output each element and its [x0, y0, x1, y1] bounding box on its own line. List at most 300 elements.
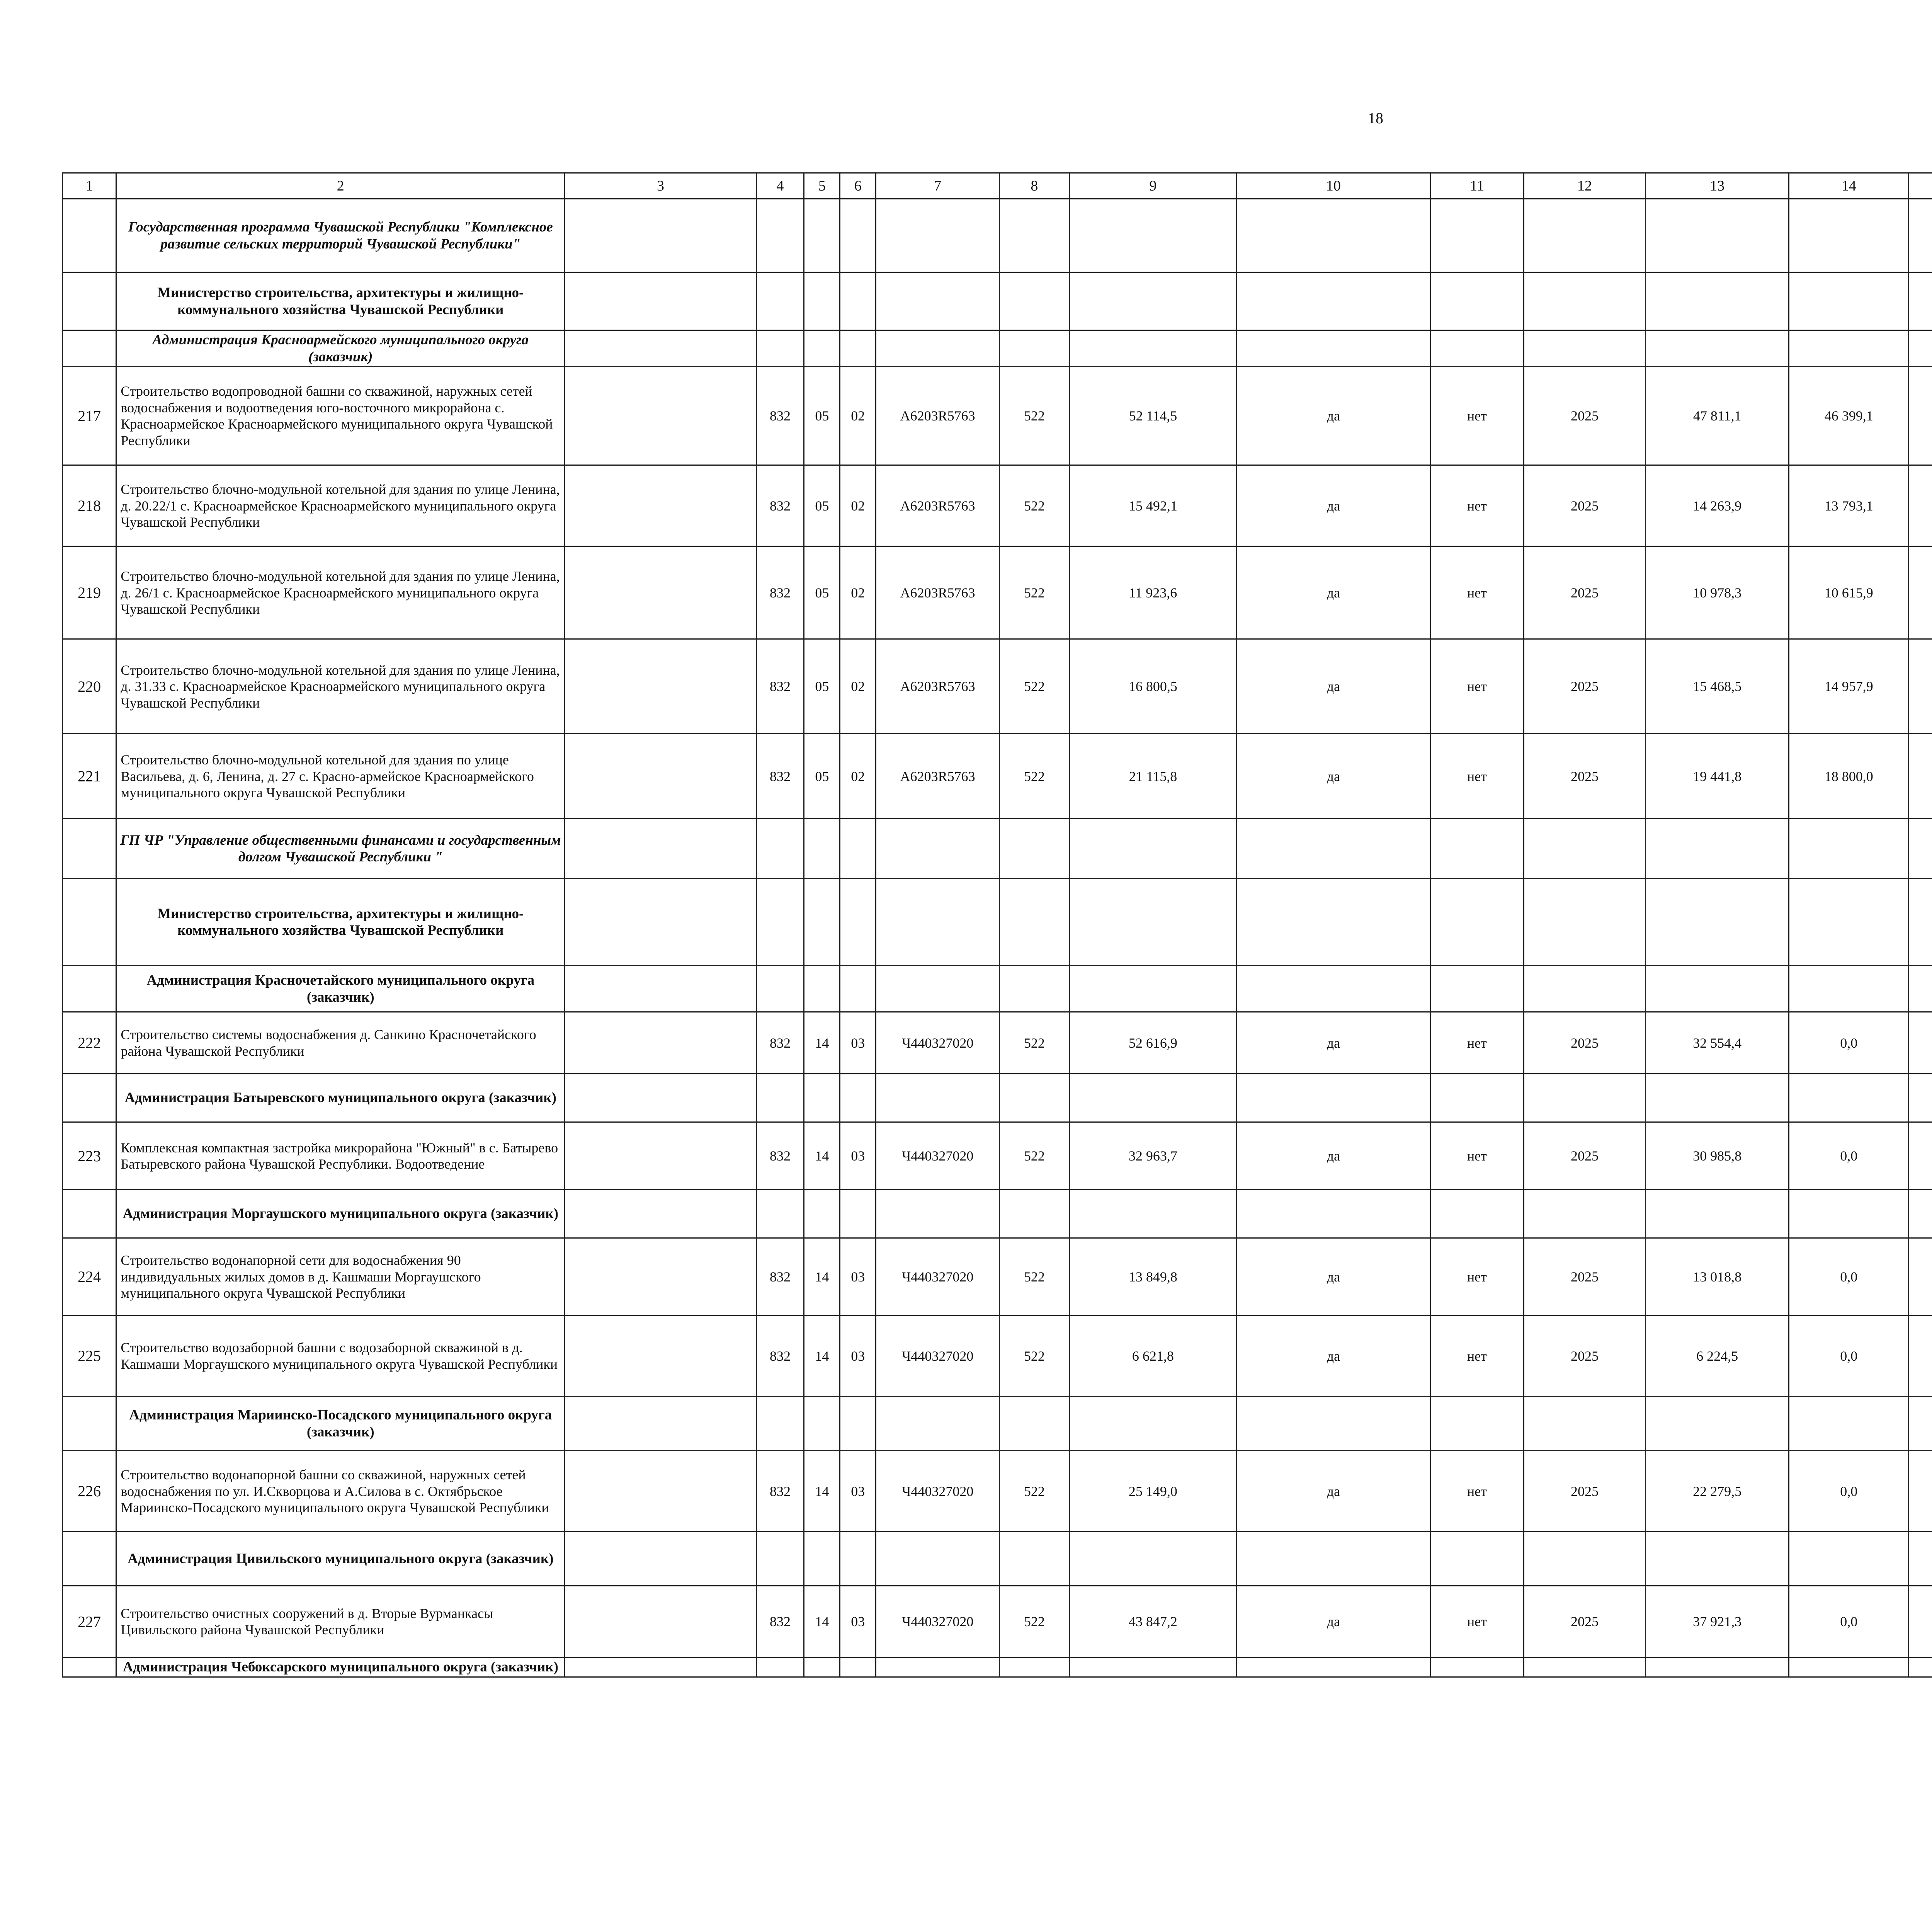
cell-col-8: 522	[1000, 1012, 1070, 1074]
cell-col-14: 18 800,0	[1789, 734, 1909, 819]
table-row	[63, 546, 1932, 639]
empty-cell	[756, 1532, 804, 1586]
cell-col-5: 14	[804, 1122, 840, 1190]
empty-cell	[63, 879, 116, 966]
empty-cell	[1789, 272, 1909, 330]
cell-col-14: 14 957,9	[1789, 639, 1909, 734]
empty-cell	[1645, 199, 1789, 272]
row-number: 226	[63, 1451, 116, 1532]
cell-col-9: 11 923,6	[1069, 546, 1236, 639]
cell-col-11: нет	[1430, 1586, 1524, 1657]
empty-cell	[1645, 966, 1789, 1012]
empty-cell	[756, 1657, 804, 1677]
section-header-row	[63, 1397, 1932, 1451]
cell-col-4: 832	[756, 1012, 804, 1074]
empty-cell	[565, 272, 756, 330]
cell-col-6: 02	[840, 546, 876, 639]
section-header-row	[63, 966, 1932, 1012]
empty-cell	[840, 199, 876, 272]
section-title: Администрация Цивильского муниципального округа (заказчик)	[116, 1532, 565, 1586]
row-number: 220	[63, 639, 116, 734]
object-name: Строительство блочно-модульной котельной для здания по улице Ленина, д. 26/1 с. Красноармейское Красноармейского муниципального округа Чувашской Республики	[116, 546, 565, 639]
empty-cell	[1524, 966, 1646, 1012]
cell-col-15	[1909, 639, 1932, 734]
table-row	[63, 1315, 1932, 1397]
cell-col-12: 2025	[1524, 1451, 1646, 1532]
empty-cell	[1789, 819, 1909, 879]
cell-col-15	[1909, 1315, 1932, 1397]
empty-cell	[565, 879, 756, 966]
empty-cell	[1524, 1074, 1646, 1122]
row-number: 221	[63, 734, 116, 819]
empty-cell	[756, 330, 804, 367]
cell-col-10: да	[1237, 1122, 1430, 1190]
empty-cell	[1000, 1074, 1070, 1122]
empty-cell	[1645, 272, 1789, 330]
empty-cell	[804, 1074, 840, 1122]
empty-cell	[565, 1074, 756, 1122]
column-header-11: 11	[1430, 173, 1524, 199]
cell-col-6: 02	[840, 734, 876, 819]
cell-col-9: 6 621,8	[1069, 1315, 1236, 1397]
empty-cell	[840, 879, 876, 966]
empty-cell	[804, 199, 840, 272]
column-header-10: 10	[1237, 173, 1430, 199]
empty-cell	[565, 1451, 756, 1532]
empty-cell	[1430, 1657, 1524, 1677]
column-header-3: 3	[565, 173, 756, 199]
empty-cell	[1430, 819, 1524, 879]
cell-col-10: да	[1237, 1012, 1430, 1074]
empty-cell	[840, 1074, 876, 1122]
empty-cell	[1645, 1657, 1789, 1677]
empty-cell	[1069, 966, 1236, 1012]
cell-col-15	[1909, 1012, 1932, 1074]
empty-cell	[565, 1238, 756, 1315]
cell-col-11: нет	[1430, 367, 1524, 465]
empty-cell	[1789, 330, 1909, 367]
empty-cell	[565, 1122, 756, 1190]
cell-col-11: нет	[1430, 639, 1524, 734]
empty-cell	[63, 966, 116, 1012]
empty-cell	[565, 1586, 756, 1657]
cell-col-15	[1909, 546, 1932, 639]
section-title: Администрация Красноармейского муниципального округа (заказчик)	[116, 330, 565, 367]
table-row	[63, 1238, 1932, 1315]
cell-col-5: 05	[804, 546, 840, 639]
empty-cell	[1237, 819, 1430, 879]
empty-cell	[876, 272, 1000, 330]
cell-col-8: 522	[1000, 465, 1070, 546]
object-name: Строительство водонапорной башни со скважиной, наружных сетей водоснабжения по ул. И.Скворцова и А.Силова в с. Октябрьское Мариинско-Посадского муниципального округа Чувашской Республики	[116, 1451, 565, 1532]
empty-cell	[1069, 1190, 1236, 1238]
cell-col-15	[1909, 1451, 1932, 1532]
cell-col-9: 25 149,0	[1069, 1451, 1236, 1532]
empty-cell	[1524, 330, 1646, 367]
cell-col-7: Ч440327020	[876, 1122, 1000, 1190]
empty-cell	[1237, 1190, 1430, 1238]
section-header-row	[63, 330, 1932, 367]
empty-cell	[1000, 1190, 1070, 1238]
empty-cell	[1524, 1190, 1646, 1238]
cell-col-11: нет	[1430, 1315, 1524, 1397]
cell-col-14: 0,0	[1789, 1315, 1909, 1397]
cell-col-10: да	[1237, 465, 1430, 546]
empty-cell	[804, 1397, 840, 1451]
cell-col-5: 14	[804, 1451, 840, 1532]
table-row	[63, 1451, 1932, 1532]
section-title: Министерство строительства, архитектуры и жилищно-коммунального хозяйства Чувашской Республики	[116, 272, 565, 330]
investment-table	[62, 172, 1932, 1678]
empty-cell	[1000, 1532, 1070, 1586]
empty-cell	[876, 819, 1000, 879]
empty-cell	[1237, 272, 1430, 330]
section-header-row	[63, 819, 1932, 879]
empty-cell	[1069, 1532, 1236, 1586]
cell-col-12: 2025	[1524, 465, 1646, 546]
cell-col-15	[1909, 734, 1932, 819]
cell-col-14: 0,0	[1789, 1451, 1909, 1532]
empty-cell	[1789, 966, 1909, 1012]
empty-cell	[1000, 272, 1070, 330]
column-header-9: 9	[1069, 173, 1236, 199]
empty-cell	[63, 1074, 116, 1122]
empty-cell	[1000, 1397, 1070, 1451]
cell-col-8: 522	[1000, 639, 1070, 734]
cell-col-5: 14	[804, 1315, 840, 1397]
cell-col-14: 13 793,1	[1789, 465, 1909, 546]
column-header-14: 14	[1789, 173, 1909, 199]
cell-col-11: нет	[1430, 546, 1524, 639]
column-header-8: 8	[1000, 173, 1070, 199]
empty-cell	[565, 1532, 756, 1586]
empty-cell	[565, 546, 756, 639]
section-title: Администрация Чебоксарского муниципального округа (заказчик)	[116, 1657, 565, 1677]
cell-col-10: да	[1237, 546, 1430, 639]
empty-cell	[1000, 1657, 1070, 1677]
empty-cell	[1789, 1074, 1909, 1122]
empty-cell	[1645, 1074, 1789, 1122]
empty-cell	[804, 966, 840, 1012]
cell-col-7: Ч440327020	[876, 1012, 1000, 1074]
empty-cell	[1069, 272, 1236, 330]
cell-col-13: 37 921,3	[1645, 1586, 1789, 1657]
object-name: Строительство очистных сооружений в д. Вторые Вурманкасы Цивильского района Чувашской Республики	[116, 1586, 565, 1657]
empty-cell	[1645, 1397, 1789, 1451]
table-row	[63, 465, 1932, 546]
cell-col-8: 522	[1000, 734, 1070, 819]
empty-cell	[1237, 1397, 1430, 1451]
empty-cell	[1069, 199, 1236, 272]
empty-cell	[876, 966, 1000, 1012]
empty-cell	[1430, 1532, 1524, 1586]
cell-col-5: 14	[804, 1012, 840, 1074]
object-name: Строительство водопроводной башни со скважиной, наружных сетей водоснабжения и водоотведения юго-восточного микрорайона с. Красноармейское Красноармейского муниципального округа Чувашской Республики	[116, 367, 565, 465]
cell-col-7: А6203R5763	[876, 367, 1000, 465]
cell-col-9: 43 847,2	[1069, 1586, 1236, 1657]
empty-cell	[840, 1397, 876, 1451]
empty-cell	[1069, 819, 1236, 879]
empty-cell	[1430, 1074, 1524, 1122]
section-title: Администрация Батыревского муниципального округа (заказчик)	[116, 1074, 565, 1122]
cell-col-13: 30 985,8	[1645, 1122, 1789, 1190]
column-header-13: 13	[1645, 173, 1789, 199]
cell-col-11: нет	[1430, 734, 1524, 819]
empty-cell	[1069, 330, 1236, 367]
empty-cell	[756, 199, 804, 272]
cell-col-8: 522	[1000, 1451, 1070, 1532]
cell-col-6: 02	[840, 367, 876, 465]
empty-cell	[1524, 1532, 1646, 1586]
cell-col-8: 522	[1000, 1586, 1070, 1657]
cell-col-15	[1909, 1122, 1932, 1190]
empty-cell	[876, 199, 1000, 272]
empty-cell	[840, 1657, 876, 1677]
object-name: Строительство системы водоснабжения д. Санкино Красночетайского района Чувашской Республики	[116, 1012, 565, 1074]
column-header-4: 4	[756, 173, 804, 199]
cell-col-6: 02	[840, 639, 876, 734]
empty-cell	[565, 819, 756, 879]
empty-cell	[63, 199, 116, 272]
cell-col-12: 2025	[1524, 1012, 1646, 1074]
empty-cell	[1000, 819, 1070, 879]
section-header-row	[63, 199, 1932, 272]
cell-col-15	[1909, 367, 1932, 465]
empty-cell	[1430, 272, 1524, 330]
cell-col-6: 03	[840, 1315, 876, 1397]
row-number: 223	[63, 1122, 116, 1190]
cell-col-13: 22 279,5	[1645, 1451, 1789, 1532]
empty-cell	[565, 1397, 756, 1451]
row-number: 225	[63, 1315, 116, 1397]
section-title: Администрация Моргаушского муниципального округа (заказчик)	[116, 1190, 565, 1238]
cell-col-11: нет	[1430, 1122, 1524, 1190]
table-row	[63, 639, 1932, 734]
empty-cell	[876, 1190, 1000, 1238]
row-number: 219	[63, 546, 116, 639]
empty-cell	[1430, 199, 1524, 272]
empty-cell	[1430, 879, 1524, 966]
section-header-row	[63, 272, 1932, 330]
empty-cell	[1069, 1074, 1236, 1122]
cell-col-11: нет	[1430, 1238, 1524, 1315]
cell-col-13: 14 263,9	[1645, 465, 1789, 546]
row-number: 224	[63, 1238, 116, 1315]
empty-cell	[565, 465, 756, 546]
row-number: 227	[63, 1586, 116, 1657]
cell-col-9: 15 492,1	[1069, 465, 1236, 546]
section-title: ГП ЧР "Управление общественными финансами и государственным долгом Чувашской Республики "	[116, 819, 565, 879]
empty-cell	[1645, 330, 1789, 367]
empty-cell	[1909, 272, 1932, 330]
empty-cell	[1789, 879, 1909, 966]
cell-col-8: 522	[1000, 1238, 1070, 1315]
cell-col-5: 05	[804, 465, 840, 546]
column-header-1: 1	[63, 173, 116, 199]
cell-col-13: 6 224,5	[1645, 1315, 1789, 1397]
empty-cell	[1909, 966, 1932, 1012]
empty-cell	[876, 1074, 1000, 1122]
cell-col-10: да	[1237, 1315, 1430, 1397]
empty-cell	[840, 272, 876, 330]
empty-cell	[1524, 879, 1646, 966]
column-header-6: 6	[840, 173, 876, 199]
empty-cell	[756, 272, 804, 330]
empty-cell	[876, 1532, 1000, 1586]
empty-cell	[1237, 879, 1430, 966]
cell-col-13: 15 468,5	[1645, 639, 1789, 734]
row-number: 217	[63, 367, 116, 465]
cell-col-14: 46 399,1	[1789, 367, 1909, 465]
cell-col-7: А6203R5763	[876, 465, 1000, 546]
empty-cell	[876, 1397, 1000, 1451]
empty-cell	[1909, 199, 1932, 272]
table-row	[63, 1586, 1932, 1657]
table-row	[63, 1012, 1932, 1074]
empty-cell	[1237, 1074, 1430, 1122]
empty-cell	[1909, 1397, 1932, 1451]
empty-cell	[756, 1397, 804, 1451]
object-name: Строительство блочно-модульной котельной для здания по улице Васильева, д. 6, Ленина, д. 27 с. Красно-армейское Красноармейского муниципального округа Чувашской Республики	[116, 734, 565, 819]
empty-cell	[565, 1012, 756, 1074]
page-number: 18	[1368, 109, 1383, 127]
cell-col-12: 2025	[1524, 1315, 1646, 1397]
cell-col-6: 03	[840, 1012, 876, 1074]
cell-col-7: Ч440327020	[876, 1315, 1000, 1397]
cell-col-15	[1909, 1238, 1932, 1315]
section-header-row	[63, 879, 1932, 966]
cell-col-7: Ч440327020	[876, 1586, 1000, 1657]
cell-col-12: 2025	[1524, 546, 1646, 639]
cell-col-5: 14	[804, 1238, 840, 1315]
cell-col-14: 0,0	[1789, 1012, 1909, 1074]
empty-cell	[804, 330, 840, 367]
cell-col-6: 03	[840, 1451, 876, 1532]
cell-col-14: 0,0	[1789, 1238, 1909, 1315]
cell-col-12: 2025	[1524, 1238, 1646, 1315]
empty-cell	[63, 1532, 116, 1586]
column-header-7: 7	[876, 173, 1000, 199]
empty-cell	[1237, 1657, 1430, 1677]
object-name: Строительство водонапорной сети для водоснабжения 90 индивидуальных жилых домов в д. Кашмаши Моргаушского муниципального округа Чувашской Республики	[116, 1238, 565, 1315]
empty-cell	[1069, 1657, 1236, 1677]
cell-col-14: 10 615,9	[1789, 546, 1909, 639]
cell-col-13: 32 554,4	[1645, 1012, 1789, 1074]
cell-col-11: нет	[1430, 465, 1524, 546]
empty-cell	[840, 330, 876, 367]
cell-col-8: 522	[1000, 546, 1070, 639]
cell-col-5: 14	[804, 1586, 840, 1657]
cell-col-8: 522	[1000, 1315, 1070, 1397]
empty-cell	[1789, 1190, 1909, 1238]
cell-col-10: да	[1237, 367, 1430, 465]
empty-cell	[756, 1074, 804, 1122]
empty-cell	[565, 734, 756, 819]
empty-cell	[840, 819, 876, 879]
empty-cell	[1789, 199, 1909, 272]
cell-col-10: да	[1237, 734, 1430, 819]
cell-col-4: 832	[756, 1315, 804, 1397]
cell-col-11: нет	[1430, 1012, 1524, 1074]
empty-cell	[565, 966, 756, 1012]
cell-col-6: 03	[840, 1238, 876, 1315]
empty-cell	[1909, 819, 1932, 879]
cell-col-9: 52 616,9	[1069, 1012, 1236, 1074]
section-header-row	[63, 1657, 1932, 1677]
column-header-2: 2	[116, 173, 565, 199]
empty-cell	[1909, 1190, 1932, 1238]
empty-cell	[1645, 1532, 1789, 1586]
empty-cell	[804, 1532, 840, 1586]
cell-col-4: 832	[756, 1122, 804, 1190]
section-title: Администрация Красночетайского муниципального округа (заказчик)	[116, 966, 565, 1012]
empty-cell	[804, 879, 840, 966]
empty-cell	[1524, 1657, 1646, 1677]
empty-cell	[804, 819, 840, 879]
section-header-row	[63, 1532, 1932, 1586]
cell-col-12: 2025	[1524, 734, 1646, 819]
cell-col-14: 0,0	[1789, 1586, 1909, 1657]
object-name: Комплексная компактная застройка микрорайона "Южный" в с. Батырево Батыревского района Чувашской Республики. Водоотведение	[116, 1122, 565, 1190]
cell-col-7: А6203R5763	[876, 639, 1000, 734]
empty-cell	[804, 1657, 840, 1677]
cell-col-4: 832	[756, 734, 804, 819]
cell-col-13: 19 441,8	[1645, 734, 1789, 819]
empty-cell	[1430, 1397, 1524, 1451]
cell-col-4: 832	[756, 1238, 804, 1315]
object-name: Строительство водозаборной башни с водозаборной скважиной в д. Кашмаши Моргаушского муниципального округа Чувашской Республики	[116, 1315, 565, 1397]
empty-cell	[565, 1657, 756, 1677]
cell-col-4: 832	[756, 1586, 804, 1657]
empty-cell	[756, 1190, 804, 1238]
empty-cell	[565, 1190, 756, 1238]
cell-col-12: 2025	[1524, 367, 1646, 465]
cell-col-7: А6203R5763	[876, 546, 1000, 639]
cell-col-13: 10 978,3	[1645, 546, 1789, 639]
empty-cell	[876, 330, 1000, 367]
row-number: 218	[63, 465, 116, 546]
empty-cell	[63, 1657, 116, 1677]
row-number: 222	[63, 1012, 116, 1074]
empty-cell	[565, 330, 756, 367]
empty-cell	[876, 879, 1000, 966]
empty-cell	[1909, 1657, 1932, 1677]
cell-col-9: 13 849,8	[1069, 1238, 1236, 1315]
cell-col-15	[1909, 1586, 1932, 1657]
empty-cell	[756, 966, 804, 1012]
cell-col-4: 832	[756, 1451, 804, 1532]
empty-cell	[565, 1315, 756, 1397]
empty-cell	[1789, 1397, 1909, 1451]
cell-col-5: 05	[804, 734, 840, 819]
empty-cell	[840, 1532, 876, 1586]
section-header-row	[63, 1190, 1932, 1238]
cell-col-4: 832	[756, 465, 804, 546]
empty-cell	[63, 819, 116, 879]
empty-cell	[63, 1190, 116, 1238]
empty-cell	[1000, 879, 1070, 966]
cell-col-5: 05	[804, 367, 840, 465]
cell-col-9: 21 115,8	[1069, 734, 1236, 819]
cell-col-15	[1909, 465, 1932, 546]
cell-col-6: 02	[840, 465, 876, 546]
cell-col-10: да	[1237, 1238, 1430, 1315]
column-header-5: 5	[804, 173, 840, 199]
empty-cell	[840, 966, 876, 1012]
cell-col-14: 0,0	[1789, 1122, 1909, 1190]
cell-col-7: Ч440327020	[876, 1451, 1000, 1532]
cell-col-12: 2025	[1524, 639, 1646, 734]
